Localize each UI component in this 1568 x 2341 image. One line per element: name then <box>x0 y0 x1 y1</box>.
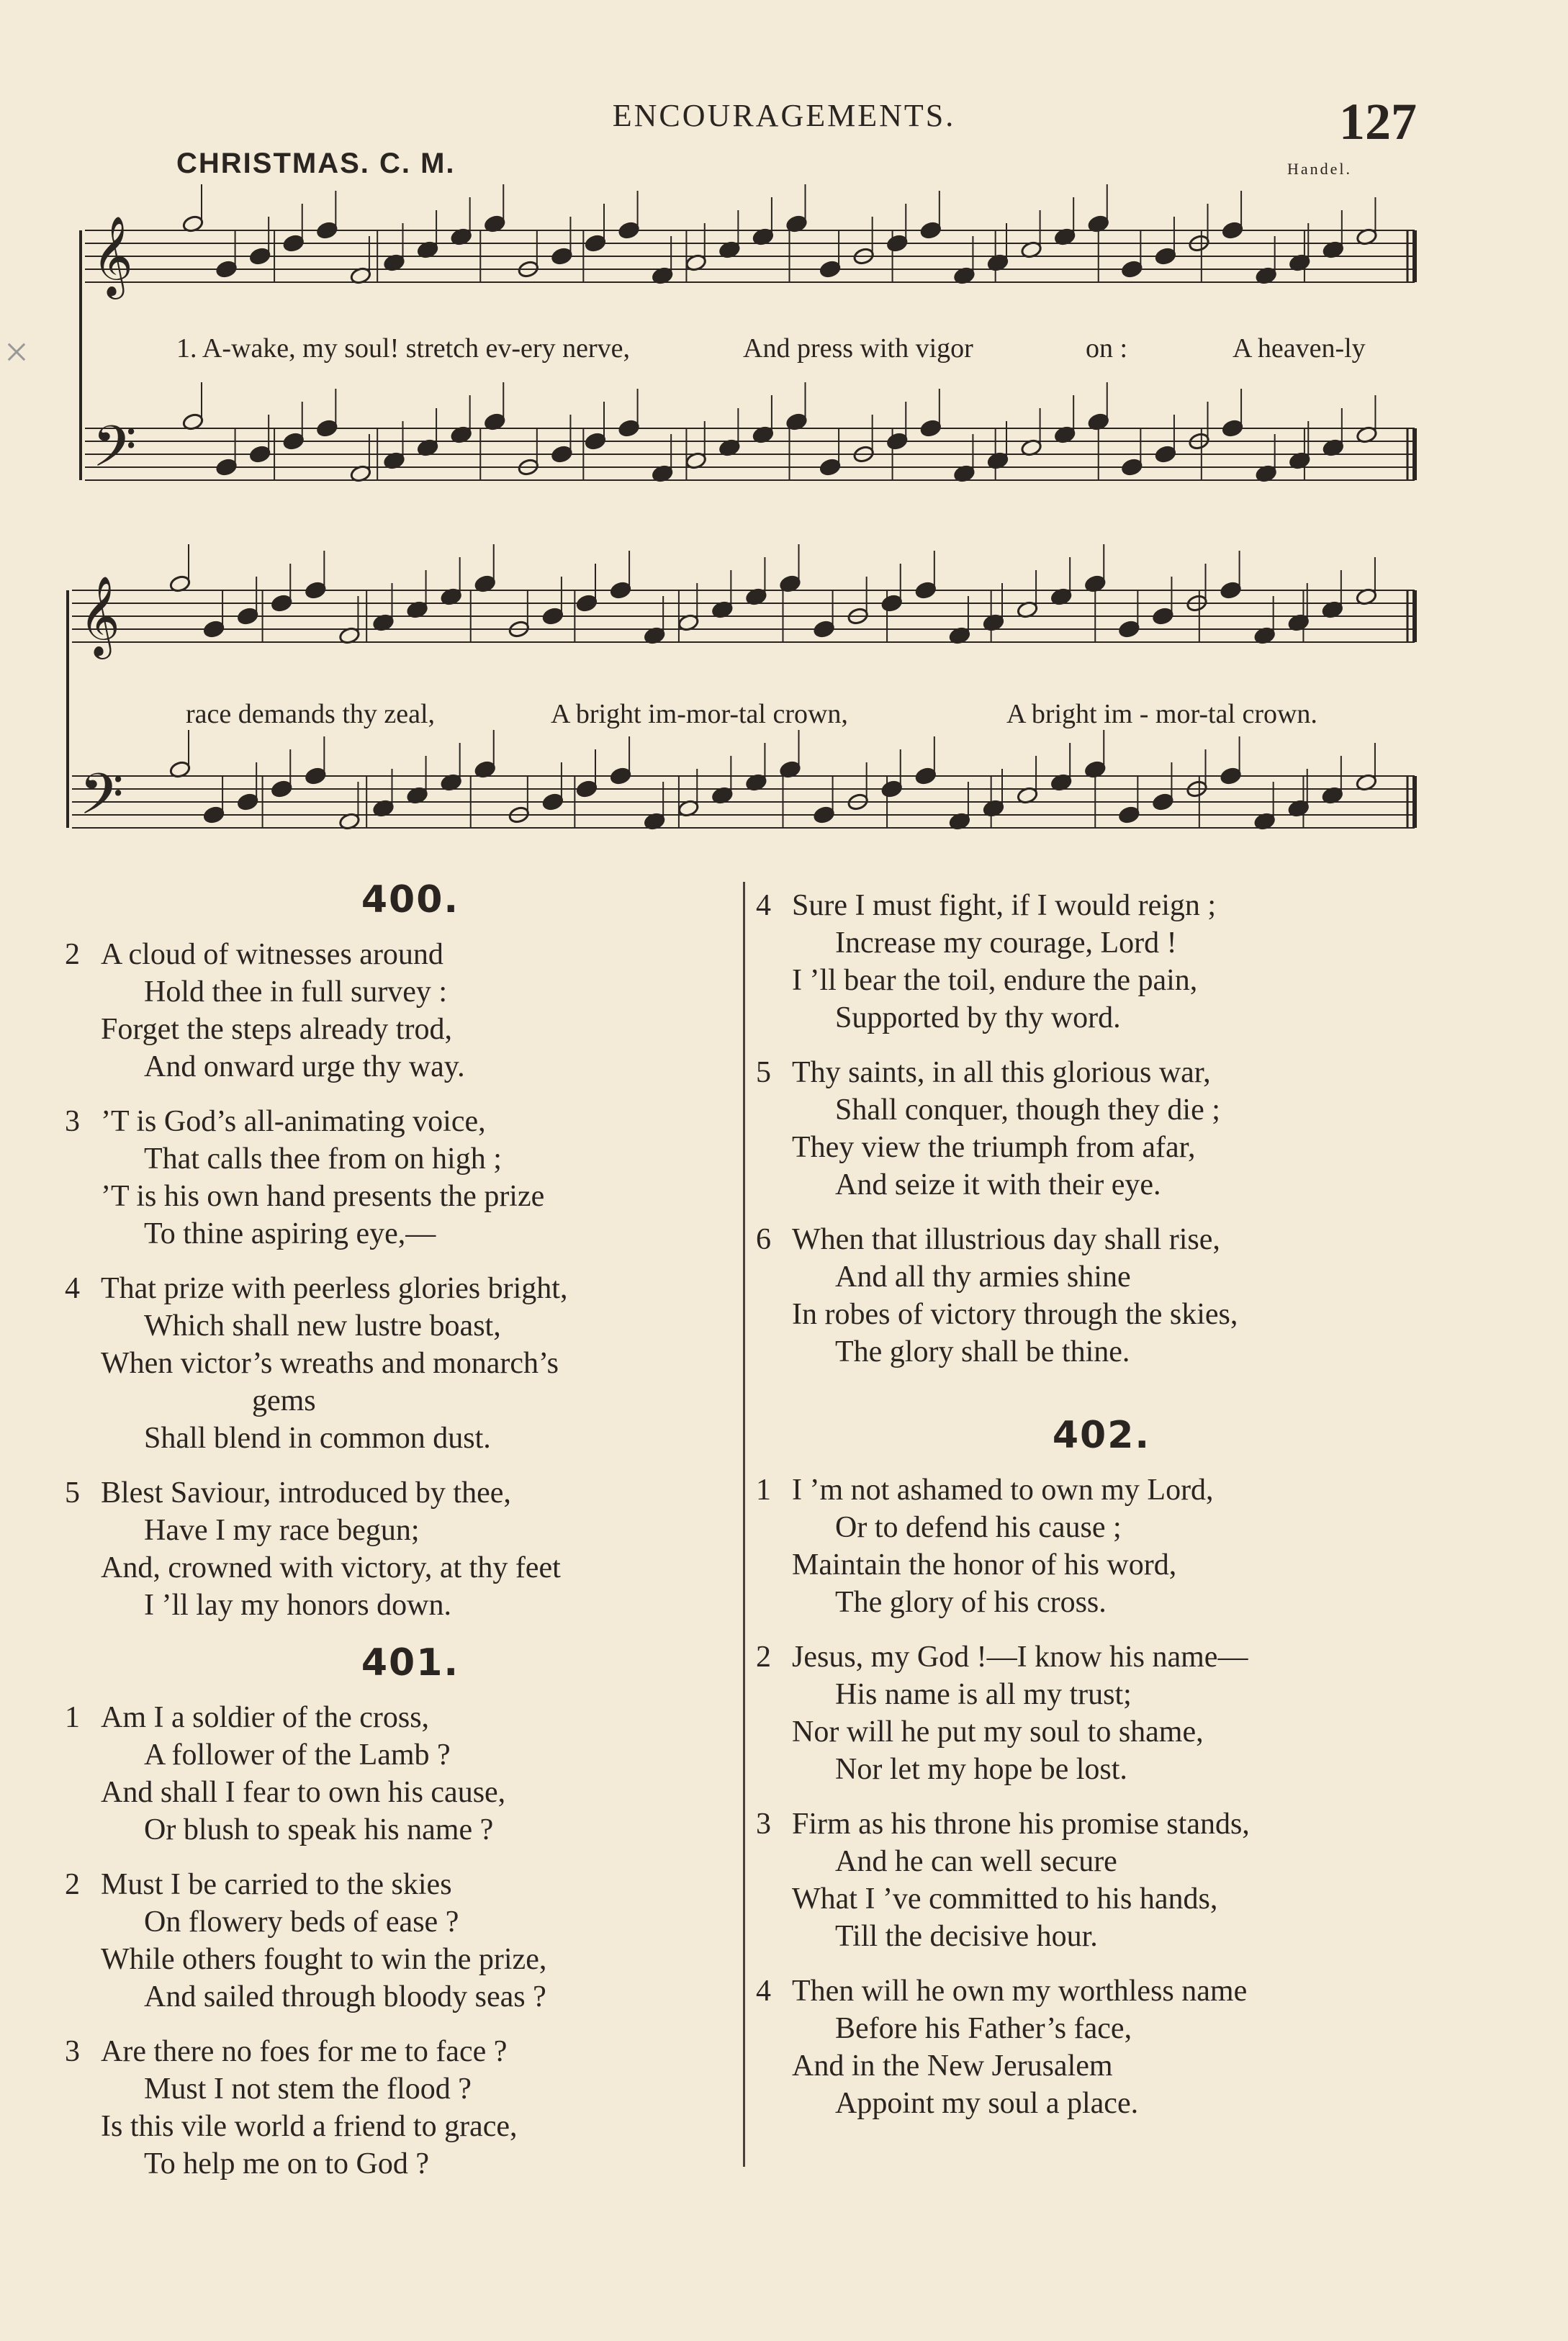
stanza <box>756 1805 1447 1955</box>
verse-line: And he can well secure <box>835 1845 1117 1878</box>
note-head <box>237 607 259 626</box>
verse-number: 4 <box>65 1272 80 1305</box>
running-head: ENCOURAGEMENTS. <box>612 98 956 133</box>
note-head <box>305 767 327 785</box>
verse-line: And sailed through bloody seas ? <box>144 1980 546 2013</box>
stanza <box>65 1270 756 1457</box>
note-head <box>585 432 607 451</box>
verse-line: His name is all my trust; <box>835 1678 1132 1711</box>
note-head <box>610 581 632 600</box>
note-head <box>813 620 835 639</box>
tune-title: CHRISTMAS. C. M. <box>176 148 456 179</box>
note-head <box>542 607 564 626</box>
verse-number: 5 <box>756 1056 771 1089</box>
verse-line: And seize it with their eye. <box>835 1168 1161 1201</box>
verse-line: Have I my race begun; <box>144 1514 420 1547</box>
lyrics-line2-b: A bright im-mor-tal crown, <box>551 699 848 729</box>
note-head <box>282 234 305 253</box>
verse-line: I ’ll bear the toil, endure the pain, <box>792 964 1198 997</box>
stanza <box>756 1054 1447 1204</box>
note-head <box>920 221 942 240</box>
note-head <box>880 780 903 798</box>
verse-line: Nor let my hope be lost. <box>835 1753 1127 1786</box>
note-head <box>1118 806 1140 824</box>
note-head <box>271 780 293 798</box>
verse-line: Am I a soldier of the cross, <box>101 1701 430 1734</box>
verse-line: And, crowned with victory, at thy feet <box>101 1551 561 1584</box>
verse-line: To thine aspiring eye,— <box>144 1217 436 1250</box>
verse-line: Must I be carried to the skies <box>101 1868 452 1901</box>
stanza <box>756 1972 1447 2122</box>
lyrics-line2-a: race demands thy zeal, <box>186 699 436 729</box>
stanza <box>65 1866 756 2016</box>
verse-line: I ’ll lay my honors down. <box>144 1589 451 1622</box>
note-head <box>1155 247 1177 266</box>
note-head <box>1121 260 1143 279</box>
verse-line: I ’m not ashamed to own my Lord, <box>792 1474 1214 1507</box>
stanza <box>756 1471 1447 1621</box>
note-head <box>1155 445 1177 464</box>
note-head <box>316 221 338 240</box>
note-head <box>618 221 640 240</box>
stanza <box>65 1699 756 1849</box>
note-head <box>271 594 293 613</box>
verse-line: Increase my courage, Lord ! <box>835 926 1177 960</box>
note-head <box>1118 620 1140 639</box>
verse-line: ’T is his own hand presents the prize <box>101 1180 545 1213</box>
verse-line: And all thy armies shine <box>835 1260 1131 1294</box>
verse-line: Sure I must fight, if I would reign ; <box>792 889 1217 922</box>
verse-line: The glory of his cross. <box>835 1586 1107 1619</box>
verse-number: 2 <box>65 938 80 971</box>
note-head <box>249 445 271 464</box>
verse-line: And shall I fear to own his cause, <box>101 1776 506 1809</box>
verse-line: Shall conquer, though they die ; <box>835 1093 1220 1127</box>
verse-line: Forget the steps already trod, <box>101 1013 452 1046</box>
verse-number: 4 <box>756 889 771 922</box>
note-head <box>915 581 937 600</box>
stanza <box>756 1638 1447 1788</box>
note-head <box>886 432 909 451</box>
note-head <box>551 445 573 464</box>
note-head <box>920 419 942 438</box>
verse-number: 3 <box>756 1808 771 1841</box>
note-head <box>542 793 564 811</box>
verse-number: 4 <box>756 1975 771 2008</box>
verse-line: Shall blend in common dust. <box>144 1422 491 1455</box>
verse-line: Firm as his throne his promise stands, <box>792 1808 1250 1841</box>
verse-line: And in the New Jerusalem <box>792 2049 1113 2083</box>
verse-line: And onward urge thy way. <box>144 1050 465 1083</box>
verse-line: That calls thee from on high ; <box>144 1142 502 1176</box>
note-head <box>618 419 640 438</box>
margin-pencil-mark: × <box>4 328 29 376</box>
verse-line: A follower of the Lamb ? <box>144 1738 451 1772</box>
clef-icon: 𝄞 <box>92 215 133 296</box>
hymn-number-402: 402. <box>1052 1414 1151 1457</box>
lyrics-line1-c: on : <box>1086 333 1128 364</box>
verse-line: Jesus, my God !—I know his name— <box>792 1641 1248 1674</box>
stanza <box>756 887 1447 1037</box>
verse-line: Till the decisive hour. <box>835 1920 1098 1953</box>
verse-line: A cloud of witnesses around <box>101 938 443 971</box>
note-head <box>237 793 259 811</box>
stanza <box>65 1103 756 1253</box>
note-head <box>282 432 305 451</box>
verse-line: Then will he own my worthless name <box>792 1975 1248 2008</box>
verse-line: Is this vile world a friend to grace, <box>101 2110 518 2143</box>
verse-line: To help me on to God ? <box>144 2147 429 2180</box>
verse-line: While others fought to win the prize, <box>101 1943 547 1976</box>
note-head <box>585 234 607 253</box>
stanza <box>65 2033 756 2183</box>
verse-line: Nor will he put my soul to shame, <box>792 1715 1204 1749</box>
note-head <box>249 247 271 266</box>
note-head <box>1220 767 1242 785</box>
lyrics-line1-a: 1. A-wake, my soul! stretch ev-ery nerve, <box>176 333 630 364</box>
verse-line: On flowery beds of ease ? <box>144 1905 459 1939</box>
note-head <box>915 767 937 785</box>
verse-line: ’T is God’s all-animating voice, <box>101 1105 486 1138</box>
verse-line: That prize with peerless glories bright, <box>101 1272 568 1305</box>
stanza <box>65 1474 756 1624</box>
verse-line: They view the triumph from afar, <box>792 1131 1196 1164</box>
note-head <box>886 234 909 253</box>
note-head <box>819 260 842 279</box>
note-head <box>203 806 225 824</box>
note-head <box>819 458 842 477</box>
right-column <box>756 887 1447 2139</box>
verse-number: 3 <box>65 1105 80 1138</box>
lyrics-line2-c: A bright im - mor-tal crown. <box>1006 699 1317 729</box>
verse-line: Before his Father’s face, <box>835 2012 1132 2045</box>
verse-number: 2 <box>756 1641 771 1674</box>
verse-line: Thy saints, in all this glorious war, <box>792 1056 1211 1089</box>
verse-line: Maintain the honor of his word, <box>792 1548 1177 1582</box>
verse-line: Which shall new lustre boast, <box>144 1309 501 1343</box>
lyrics-line1-d: A heaven-ly <box>1233 333 1366 364</box>
note-head <box>1220 581 1242 600</box>
verse-line: Are there no foes for me to face ? <box>101 2035 508 2068</box>
verse-number: 2 <box>65 1868 80 1901</box>
note-head <box>203 620 225 639</box>
note-head <box>576 594 598 613</box>
composer-name: Handel. <box>1287 160 1352 178</box>
hymn-number-400: 400. <box>361 878 460 921</box>
note-head <box>316 419 338 438</box>
verse-number: 6 <box>756 1223 771 1256</box>
verse-line: gems <box>252 1384 316 1417</box>
left-column <box>65 871 756 2200</box>
verse-line: What I ’ve committed to his hands, <box>792 1882 1218 1916</box>
clef-icon: 𝄢 <box>92 413 137 494</box>
clef-icon: 𝄞 <box>79 575 120 656</box>
page-number: 127 <box>1339 93 1417 150</box>
verse-line: Or blush to speak his name ? <box>144 1813 494 1846</box>
stanza <box>65 936 756 1086</box>
note-head <box>880 594 903 613</box>
note-head <box>813 806 835 824</box>
note-head <box>1222 221 1244 240</box>
verse-line: In robes of victory through the skies, <box>792 1298 1238 1331</box>
lyrics-line1-b: And press with vigor <box>743 333 973 364</box>
verse-line: Must I not stem the flood ? <box>144 2072 472 2106</box>
note-head <box>1121 458 1143 477</box>
note-head <box>551 247 573 266</box>
note-head <box>1152 607 1174 626</box>
verse-line: The glory shall be thine. <box>835 1335 1130 1368</box>
verse-line: When that illustrious day shall rise, <box>792 1223 1220 1256</box>
note-head <box>1152 793 1174 811</box>
note-head <box>576 780 598 798</box>
note-head <box>610 767 632 785</box>
note-head <box>215 458 238 477</box>
verse-line: Blest Saviour, introduced by thee, <box>101 1476 511 1510</box>
note-head <box>215 260 238 279</box>
verse-number: 1 <box>756 1474 771 1507</box>
verse-line: Supported by thy word. <box>835 1001 1121 1034</box>
verse-line: Appoint my soul a place. <box>835 2087 1139 2120</box>
verse-number: 1 <box>65 1701 80 1734</box>
clef-icon: 𝄢 <box>79 761 124 842</box>
verse-line: When victor’s wreaths and monarch’s <box>101 1347 559 1380</box>
stanza <box>756 1221 1447 1371</box>
verse-line: Or to defend his cause ; <box>835 1511 1122 1544</box>
verse-line: Hold thee in full survey : <box>144 975 448 1009</box>
verse-number: 3 <box>65 2035 80 2068</box>
verse-number: 5 <box>65 1476 80 1510</box>
hymn-number-401: 401. <box>361 1641 460 1684</box>
note-head <box>1222 419 1244 438</box>
music-score <box>0 0 1568 864</box>
note-head <box>305 581 327 600</box>
